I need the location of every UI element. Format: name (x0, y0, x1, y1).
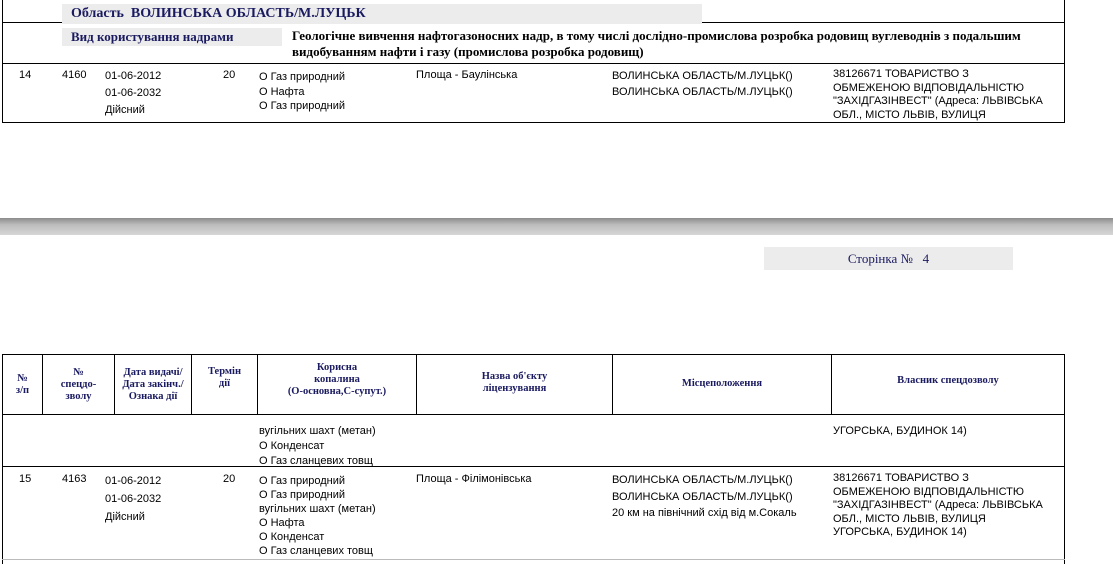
permit-number: 4163 (62, 473, 87, 485)
row-divider (2, 559, 1065, 560)
region-value: ВОЛИНСЬКА ОБЛАСТЬ/М.ЛУЦЬК (130, 6, 366, 21)
divider (2, 63, 1065, 64)
permit-dates: 01-06-2012 01-06-2032 Дійсний (105, 70, 162, 116)
region-label-text: Область (71, 6, 124, 21)
permit-term: 20 (223, 473, 236, 485)
header-object: Назва об'єкту ліцензування (481, 370, 548, 394)
row-divider (2, 466, 1065, 467)
header-permit: № спецдо- зволу (60, 366, 97, 402)
header-location: Місцеположення (681, 377, 763, 389)
minerals: О Газ природний О Газ природний вугільних шахт (метан) О Нафта О Конденсат О Газ сланцевих товщ (259, 475, 376, 557)
divider (2, 122, 1065, 123)
header-owner: Власник спецдозволу (897, 375, 999, 386)
header-mineral: Корисна копалина (О-основна,С-супут.) (287, 362, 387, 397)
minerals: вугільних шахт (метан) О Конденсат О Газ сланцевих товщ (259, 425, 376, 467)
page-separator (0, 218, 1113, 235)
border-left (2, 0, 3, 123)
license-object: Площа - Філімонівська (416, 473, 532, 485)
header-term: Термін дії (207, 365, 242, 389)
minerals: О Газ природний О Нафта О Газ природний (259, 71, 346, 112)
use-value: Геологічне вивчення нафтогазоносних надр, в тому числі дослідно-промислова розробка родовищ вуглеводнів з подальшим видобуванням нафти і газу (промислова розробка родовищ) (292, 28, 1021, 59)
owner: 38126671 ТОВАРИСТВО З ОБМЕЖЕНОЮ ВІДПОВІДАЛЬНІСТЮ "ЗАХІДГАЗІНВЕСТ" (Адреса: ЛЬВІВСЬКА ОБЛ., МІСТО ЛЬВІВ, ВУЛИЦЯ УГОРСЬКА, БУДИНОК 14) (833, 472, 1043, 538)
page-number: Сторінка № 4 (847, 251, 930, 266)
permit-number: 4160 (62, 69, 87, 81)
use-label: Вид користування надрами (71, 29, 234, 44)
owner: УГОРСЬКА, БУДИНОК 14) (833, 425, 967, 437)
row-number: 15 (19, 473, 32, 485)
license-object: Площа - Баулінська (416, 69, 518, 81)
header-num: № з/п (15, 372, 30, 396)
header-dates: Дата видачі/ Дата закінч./ Ознака дії (122, 366, 184, 402)
permit-term: 20 (223, 69, 236, 81)
permit-dates: 01-06-2012 01-06-2032 Дійсний (105, 475, 162, 523)
region-label (71, 6, 366, 22)
header-bottom (2, 414, 1065, 415)
location: ВОЛИНСЬКА ОБЛАСТЬ/М.ЛУЦЬК() ВОЛИНСЬКА ОБЛАСТЬ/М.ЛУЦЬК() 20 км на північний схід від м.Сокаль (612, 474, 797, 519)
owner: 38126671 ТОВАРИСТВО З ОБМЕЖЕНОЮ ВІДПОВІДАЛЬНІСТЮ "ЗАХІДГАЗІНВЕСТ" (Адреса: ЛЬВІВСЬКА ОБЛ., МІСТО ЛЬВІВ, ВУЛИЦЯ (833, 68, 1043, 121)
row-number: 14 (19, 69, 32, 81)
location: ВОЛИНСЬКА ОБЛАСТЬ/М.ЛУЦЬК() ВОЛИНСЬКА ОБЛАСТЬ/М.ЛУЦЬК() (612, 70, 793, 98)
